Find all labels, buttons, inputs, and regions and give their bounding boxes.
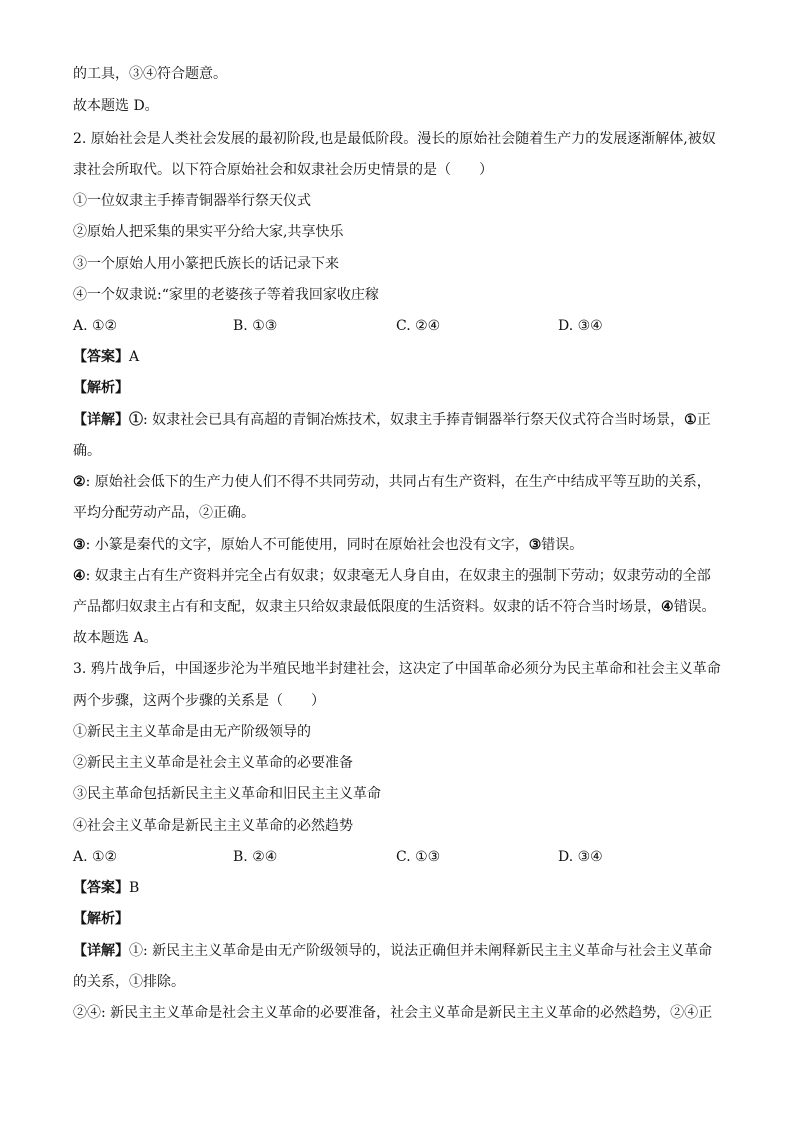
q2-detail-line-2 (73, 472, 711, 492)
detail-marker: ① (684, 412, 697, 428)
q2-stem-line-1: 2. 原始社会是人类社会发展的最初阶段,也是最低阶段。漫长的原始社会随着生产力的发展逐渐解体,被奴 (73, 131, 716, 147)
detail-text: 产品都归奴隶主占有和支配，奴隶主只给奴隶最低限度的生活资料。奴隶的话不符合当时场景， (73, 599, 661, 615)
q3-option-d: D. ③④ (558, 849, 603, 865)
answer-value: B (129, 880, 140, 896)
q3-option-c: C. ①③ (396, 849, 441, 865)
q3-item-4: ④社会主义革命是新民主主义革命的必然趋势 (73, 818, 353, 834)
q2-item-4: ④一个奴隶说:“家里的老婆孩子等着我回家收庄稼 (73, 287, 379, 303)
q2-stem-line-2: 隶社会所取代。以下符合原始社会和奴隶社会历史情景的是（ ） (73, 162, 493, 178)
q3-analysis-tag: 【解析】 (73, 911, 129, 927)
detail-marker: ③ (73, 537, 86, 553)
q2-detail-line-3 (73, 535, 583, 555)
prev-analysis-line: 的工具，③④符合题意。 (73, 66, 227, 82)
detail-marker: ④ (73, 568, 86, 584)
q2-detail-line-4-cont (73, 597, 716, 617)
prev-choice-line: 故本题选 D。 (73, 98, 159, 114)
q3-item-2: ②新民主主义革命是社会主义革命的必要准备 (73, 755, 353, 771)
detail-text: : 原始社会低下的生产力使人们不得不共同劳动，共同占有生产资料，在生产中结成平等互助的关系， (85, 474, 711, 490)
detail-marker: ② (73, 474, 86, 490)
detail-text: : 奴隶主占有生产资料并完全占有奴隶；奴隶毫无人身自由，在奴隶主的强制下劳动；奴隶劳动的全部 (85, 568, 711, 584)
q3-detail-line-1 (73, 941, 712, 961)
q2-option-a: A. ①② (73, 318, 118, 334)
detail-text: : 奴隶社会已具有高超的青铜冶炼技术，奴隶主手捧青铜器举行祭天仪式符合当时场景， (143, 412, 685, 428)
detail-text: 错误。 (541, 537, 584, 553)
q2-option-c: C. ②④ (396, 318, 441, 334)
q3-detail-line-2: ②④: 新民主主义革命是社会主义革命的必要准备，社会主义革命是新民主主义革命的必然趋势，②④正 (73, 1005, 713, 1021)
q3-stem-line-2: 两个步骤，这两个步骤的关系是（ ） (73, 693, 325, 709)
q2-detail-line-2-cont: 平均分配劳动产品，②正确。 (73, 505, 255, 521)
detail-tag: 【详解】 (73, 412, 129, 428)
answer-tag: 【答案】 (73, 880, 129, 896)
detail-tag: 【详解】 (73, 943, 129, 959)
detail-text: 错误。 (673, 599, 716, 615)
q3-item-1: ①新民主主义革命是由无产阶级领导的 (73, 724, 311, 740)
q2-answer-line (73, 347, 139, 367)
q3-detail-line-1-cont: 的关系，①排除。 (73, 974, 185, 990)
q2-detail-line-1 (73, 410, 711, 430)
q3-item-3: ③民主革命包括新民主主义革命和旧民主主义革命 (73, 786, 381, 802)
detail-text: 正 (696, 412, 711, 428)
q3-answer-line (73, 878, 139, 898)
q2-item-3: ③一个原始人用小篆把氏族长的话记录下来 (73, 256, 339, 272)
q2-detail-line-1-cont: 确。 (73, 443, 101, 459)
detail-marker: ③ (528, 537, 542, 553)
q2-option-d: D. ③④ (558, 318, 603, 334)
detail-marker: ④ (661, 599, 674, 615)
q2-item-2: ②原始人把采集的果实平分给大家,共享快乐 (73, 224, 344, 240)
detail-text: : 小篆是秦代的文字，原始人不可能使用，同时在原始社会也没有文字， (85, 537, 529, 553)
q2-choice-line: 故本题选 A。 (73, 630, 158, 646)
detail-text: ①: 新民主主义革命是由无产阶级领导的，说法正确但并未阐释新民主主义革命与社会主义革命 (129, 943, 713, 959)
q2-detail-line-4 (73, 566, 711, 586)
q3-stem-line-1: 3. 鸦片战争后，中国逐步沦为半殖民地半封建社会，这决定了中国革命必须分为民主革命和社会主义革命 (73, 661, 721, 677)
answer-value: A (129, 349, 140, 365)
q2-item-1: ①一位奴隶主手捧青铜器举行祭天仪式 (73, 193, 311, 209)
q3-option-a: A. ①② (73, 849, 118, 865)
detail-marker: ① (129, 412, 143, 428)
q2-option-b: B. ①③ (233, 318, 278, 334)
q3-option-b: B. ②④ (233, 849, 278, 865)
q2-analysis-tag: 【解析】 (73, 380, 129, 396)
answer-tag: 【答案】 (73, 349, 129, 365)
